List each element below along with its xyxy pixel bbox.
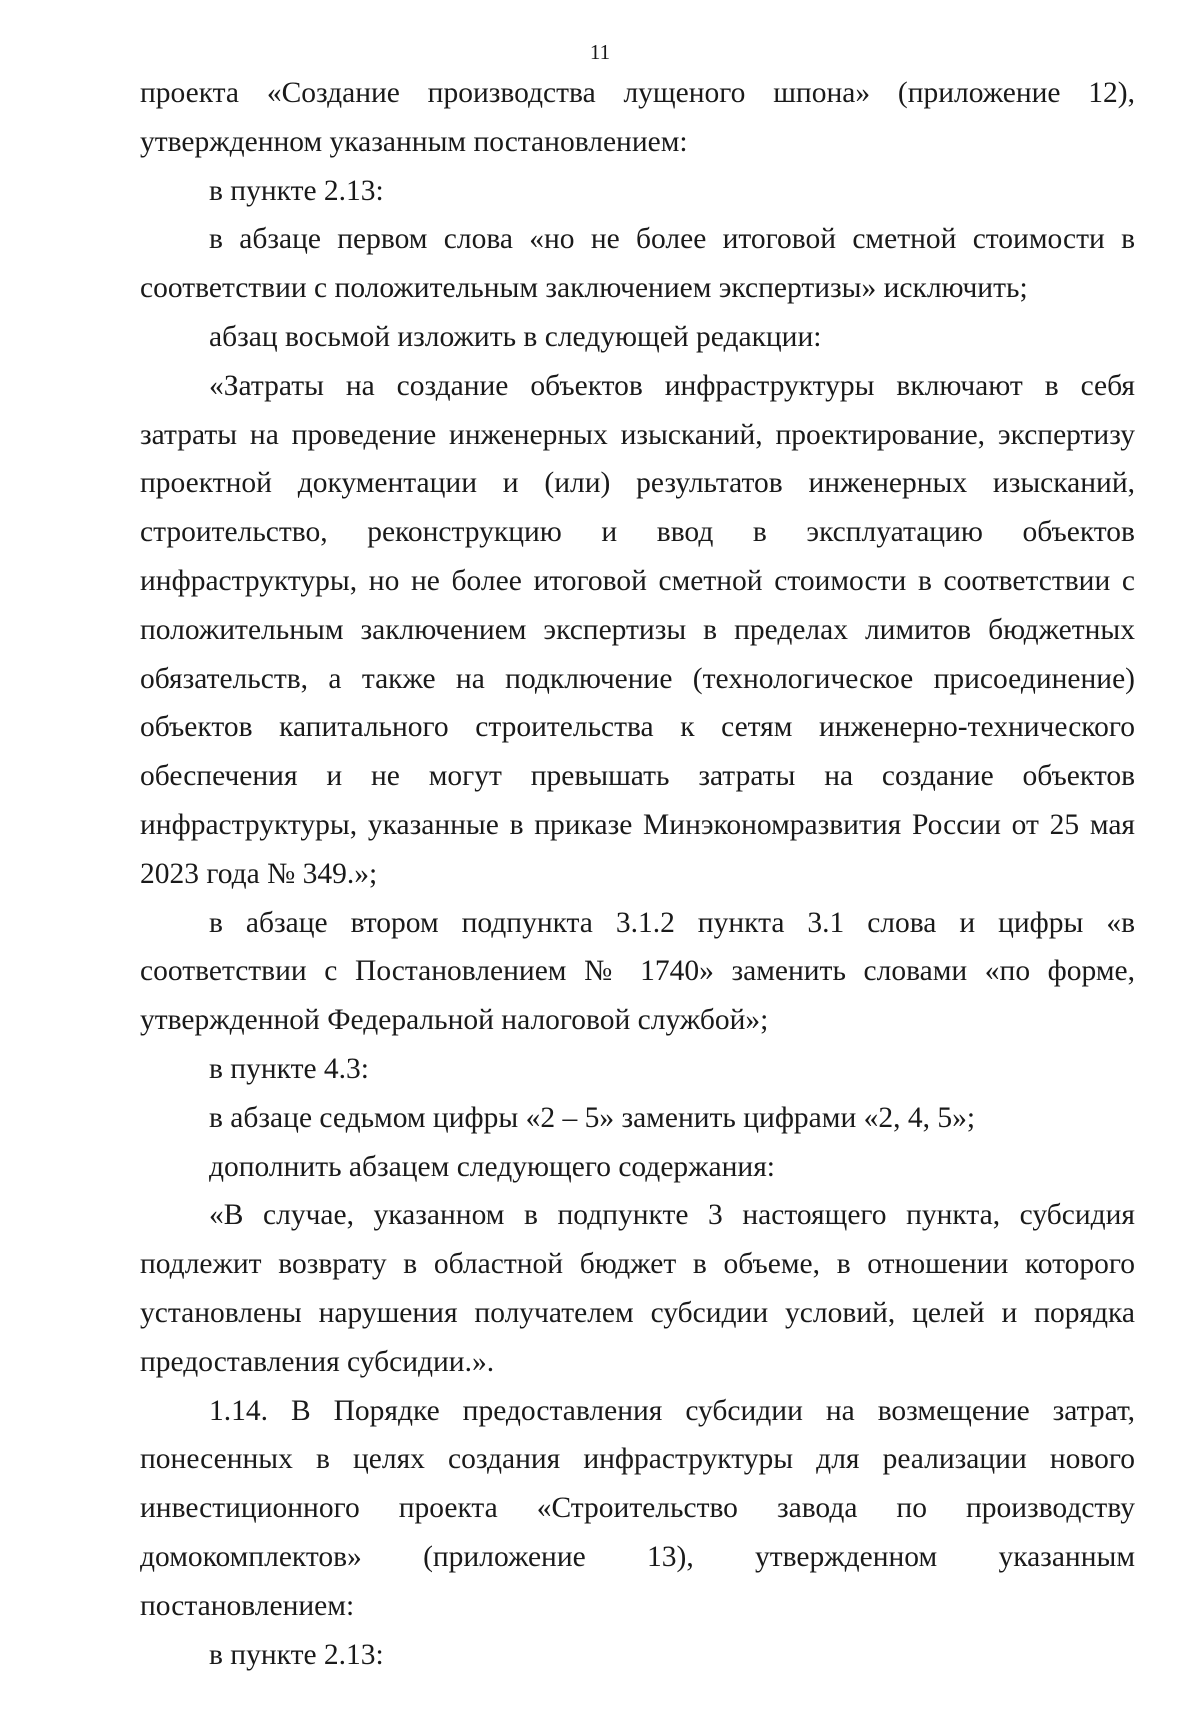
document-body [140, 69, 1135, 1679]
paragraph-continuation: проекта «Создание производства лущеного шпона» (приложение 12), утвержденном указанным постановлением: [140, 77, 1135, 158]
paragraph-quoted-costs: «Затраты на создание объектов инфраструктуры включают в себя затраты на проведение инженерных изысканий, проектирование, экспертизу проектной документации и (или) результатов инженерных изысканий, строительство, реконструкцию и ввод в эксплуатацию объектов инфраструктуры, но не более итоговой сметной стоимости в соответствии с положительным заключением экспертизы в пределах лимитов бюджетных обязательств, а также на подключение (технологическое присоединение) объектов капитального строительства к сетям инженерно-технического обеспечения и не могут превышать затраты на создание объектов инфраструктуры, указанные в приказе Минэкономразвития России от 25 мая 2023 года № 349.»; [140, 369, 1135, 890]
page-number: 11 [589, 40, 611, 64]
paragraph-supplement: дополнить абзацем следующего содержания: [209, 1150, 775, 1183]
paragraph-point-2-13: в пункте 2.13: [209, 174, 384, 207]
paragraph-eighth-abzac: абзац восьмой изложить в следующей редакции: [209, 320, 822, 353]
paragraph-seventh-abzac: в абзаце седьмом цифры «2 – 5» заменить цифрами «2, 4, 5»; [209, 1101, 976, 1134]
paragraph-1-14: 1.14. В Порядке предоставления субсидии на возмещение затрат, понесенных в целях создания инфраструктуры для реализации нового инвестиционного проекта «Строительство завода по производству домокомплектов» (приложение 13), утвержденном указанным постановлением: [140, 1394, 1135, 1622]
paragraph-subpoint-3-1-2: в абзаце втором подпункта 3.1.2 пункта 3.1 слова и цифры «в соответствии с Постановлением № 1740» заменить словами «по форме, утвержденной Федеральной налоговой службой»; [140, 906, 1135, 1037]
paragraph-first-abzac: в абзаце первом слова «но не более итоговой сметной стоимости в соответствии с положительным заключением экспертизы» исключить; [140, 223, 1135, 305]
paragraph-quoted-refund: «В случае, указанном в подпункте 3 настоящего пункта, субсидия подлежит возврату в областной бюджет в объеме, в отношении которого установлены нарушения получателем субсидии условий, целей и порядка предоставления субсидии.». [140, 1199, 1135, 1378]
paragraph-point-4-3: в пункте 4.3: [209, 1052, 370, 1085]
paragraph-point-2-13-second: в пункте 2.13: [209, 1638, 384, 1671]
